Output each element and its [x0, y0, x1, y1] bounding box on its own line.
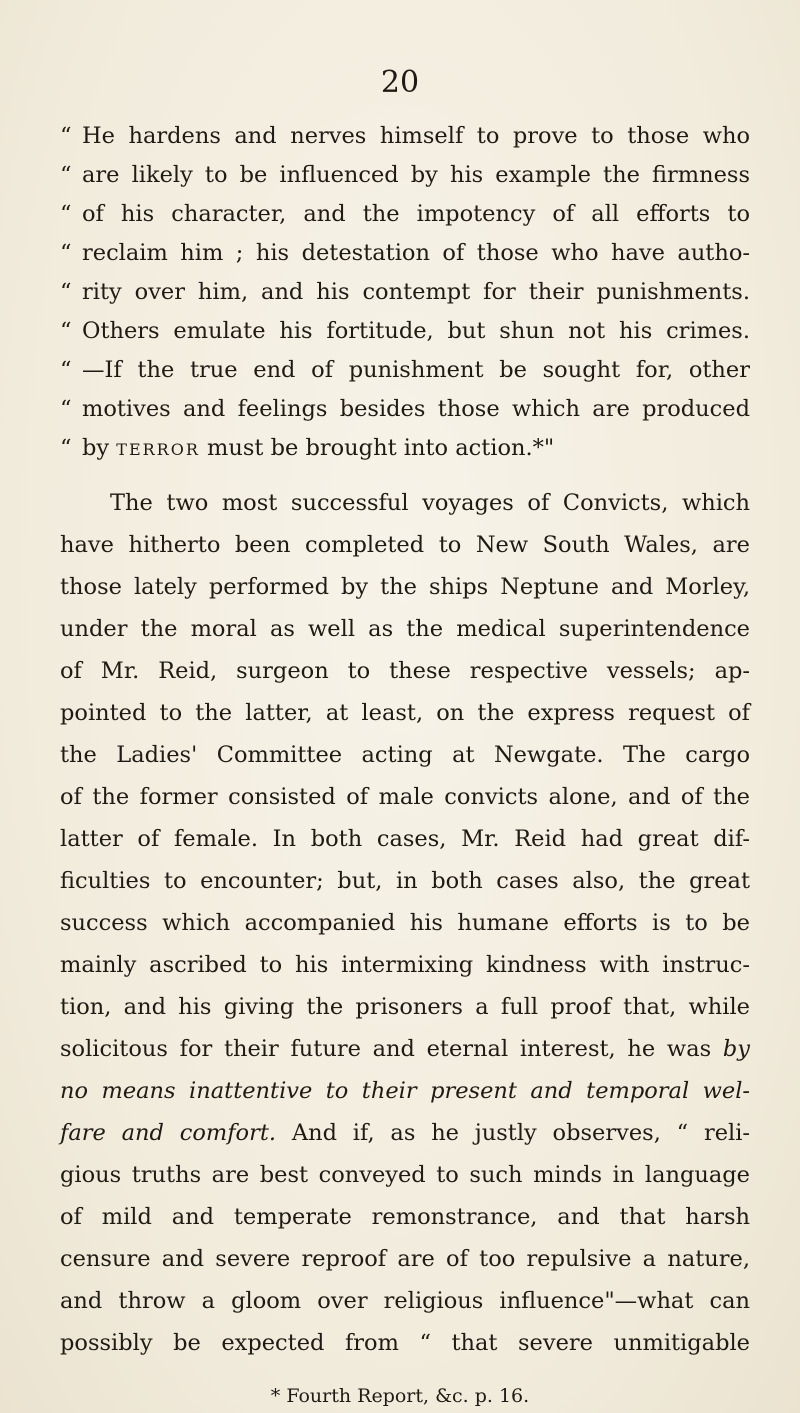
page-number: 20: [380, 65, 420, 100]
body-line: censure and severe reproof are of too repulsive a nature,: [60, 1246, 750, 1272]
quote-line-last: “ by terror must be brought into action.*": [60, 435, 555, 461]
body-line: [60, 1076, 750, 1106]
body-line: possibly be expected from “ that severe unmitigable: [60, 1330, 750, 1356]
body-line: success which accompanied his humane efforts is to be: [60, 910, 750, 936]
quote-line: “ rity over him, and his contempt for their punishments.: [60, 279, 750, 305]
quote-line: “ Others emulate his fortitude, but shun not his crimes.: [60, 318, 750, 344]
body-line: solicitous for their future and eternal interest, he was by: [60, 1036, 750, 1062]
body-line: have hitherto been completed to New South Wales, are: [60, 532, 750, 558]
body-line: ficulties to encounter; but, in both cases also, the great: [60, 868, 750, 894]
body-line: The two most successful voyages of Convicts, which: [110, 490, 750, 516]
body-line: fare and comfort. And if, as he justly observes, “ reli-: [60, 1120, 751, 1146]
italic-text: no means inattentive to their present and temporal wel-: [60, 1078, 750, 1104]
body-line: the Ladies' Committee acting at Newgate. The cargo: [60, 742, 750, 768]
quote-line: “ He hardens and nerves himself to prove to those who: [60, 123, 750, 149]
body-line: of mild and temperate remonstrance, and that harsh: [60, 1204, 750, 1230]
body-line: those lately performed by the ships Neptune and Morley,: [60, 574, 750, 600]
quote-line: “ are likely to be influenced by his example the firmness: [60, 162, 750, 188]
body-line: latter of female. In both cases, Mr. Reid had great dif-: [60, 826, 750, 852]
italic-text: fare and comfort.: [60, 1120, 277, 1146]
body-line: gious truths are best conveyed to such minds in language: [60, 1162, 750, 1188]
body-line: mainly ascribed to his intermixing kindness with instruc-: [60, 952, 750, 978]
quote-line: “ reclaim him ; his detestation of those who have autho-: [60, 240, 750, 266]
body-line: of Mr. Reid, surgeon to these respective vessels; ap-: [60, 658, 750, 684]
body-line: pointed to the latter, at least, on the express request of: [60, 700, 750, 726]
body-line: and throw a gloom over religious influence"—what can: [60, 1288, 750, 1314]
body-line: under the moral as well as the medical superintendence: [60, 616, 750, 642]
quote-line: “ motives and feelings besides those which are produced: [60, 396, 750, 422]
smallcaps-word: terror: [116, 435, 200, 461]
italic-text: by: [722, 1036, 750, 1062]
footnote: * Fourth Report, &c. p. 16.: [270, 1385, 530, 1407]
quote-line: “ of his character, and the impotency of all efforts to: [60, 201, 750, 227]
quote-line: “ —If the true end of punishment be sought for, other: [60, 357, 750, 383]
body-line: tion, and his giving the prisoners a full proof that, while: [60, 994, 750, 1020]
body-line: of the former consisted of male convicts alone, and of the: [60, 784, 750, 810]
